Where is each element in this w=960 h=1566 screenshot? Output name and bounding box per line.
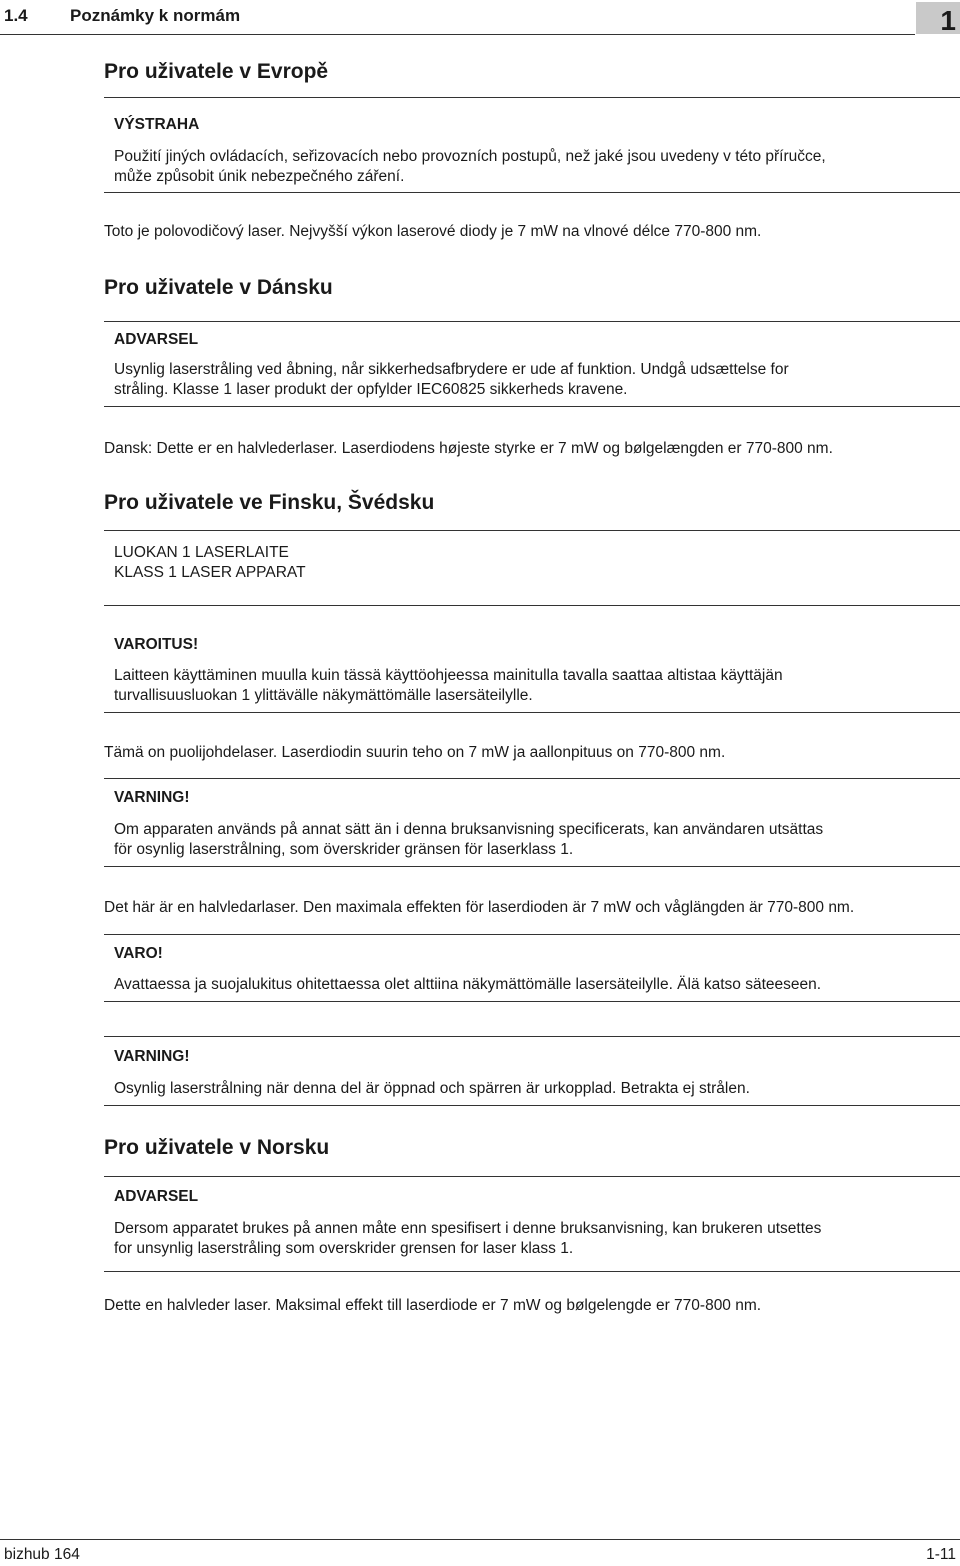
heading-norway: Pro uživatele v Norsku xyxy=(104,1136,330,1159)
caution-text: Avattaessa ja suojalukitus ohitettaessa olet alttiina näkymättömälle lasersäteilylle. Älä katso säteeseen. xyxy=(114,976,822,993)
warning-line: Usynlig laserstråling ved åbning, når sikkerhedsafbrydere er ude af funktion. Undgå udsættelse for xyxy=(114,361,789,378)
heading-denmark: Pro uživatele v Dánsku xyxy=(104,276,333,299)
note-finnish: Tämä on puolijohdelaser. Laserdiodin suurin teho on 7 mW ja aallonpituus on 770-800 nm. xyxy=(104,744,726,761)
heading-europe: Pro uživatele v Evropě xyxy=(104,60,329,83)
note-norway: Dette en halvleder laser. Maksimal effekt till laserdiode er 7 mW og bølgelengde er 770-800 nm. xyxy=(104,1297,762,1314)
warning-title: ADVARSEL xyxy=(114,1188,199,1205)
class-line: LUOKAN 1 LASERLAITE xyxy=(114,544,289,561)
warning-line: for unsynlig laserstråling som overskrider grensen for laser klass 1. xyxy=(114,1240,574,1257)
warning-line: Dersom apparatet brukes på annen måte enn spesifisert i denne bruksanvisning, kan brukeren utsettes xyxy=(114,1220,822,1237)
note-europe: Toto je polovodičový laser. Nejvyšší výkon laserové diody je 7 mW na vlnové délce 770-800 nm. xyxy=(104,223,762,240)
warning-title: VARNING! xyxy=(114,789,190,806)
warning-line: Laitteen käyttäminen muulla kuin tässä käyttöohjeessa mainitulla tavalla saattaa altistaa käyttäjän xyxy=(114,667,783,684)
warning-line: för osynlig laserstrålning, som överskrider gränsen för laserklass 1. xyxy=(114,841,574,858)
caution-title: VARNING! xyxy=(114,1048,190,1065)
section-title: Poznámky k normám xyxy=(70,6,241,25)
page-header xyxy=(0,0,960,40)
warning-line: může způsobit únik nebezpečného záření. xyxy=(114,168,405,185)
note-denmark: Dansk: Dette er en halvlederlaser. Laserdiodens højeste styrke er 7 mW og bølgelængden er 770-800 nm. xyxy=(104,440,833,457)
warning-line: stråling. Klasse 1 laser produkt der opfylder IEC60825 sikkerheds kravene. xyxy=(114,381,628,398)
section-number: 1.4 xyxy=(4,6,28,25)
page-number: 1-11 xyxy=(926,1546,956,1563)
class-label-box xyxy=(104,530,960,605)
caution-box-finnish xyxy=(104,934,960,1002)
footer-rule xyxy=(0,1539,960,1540)
caution-text: Osynlig laserstrålning när denna del är öppnad och spärren är urkopplad. Betrakta ej strålen. xyxy=(114,1080,750,1097)
warning-box-norway xyxy=(104,1176,960,1272)
caution-title: VARO! xyxy=(114,945,163,962)
heading-finland-sweden: Pro uživatele ve Finsku, Švédsku xyxy=(104,491,435,514)
warning-box-finnish xyxy=(104,605,960,713)
warning-title: VAROITUS! xyxy=(114,636,199,653)
caution-box-swedish xyxy=(104,1036,960,1106)
class-line: KLASS 1 LASER APPARAT xyxy=(114,564,306,581)
warning-box-denmark xyxy=(104,321,960,407)
warning-title: VÝSTRAHA xyxy=(114,116,200,133)
product-name: bizhub 164 xyxy=(4,1546,80,1563)
chapter-tab: 1 xyxy=(916,2,960,34)
header-rule xyxy=(0,34,915,35)
note-swedish: Det här är en halvledarlaser. Den maximala effekten för laserdioden är 7 mW och våglängden är 770-800 nm. xyxy=(104,899,855,916)
warning-title: ADVARSEL xyxy=(114,331,199,348)
warning-line: Om apparaten används på annat sätt än i denna bruksanvisning specificerats, kan användaren utsättas xyxy=(114,821,824,838)
warning-box-europe xyxy=(104,97,960,193)
warning-line: Použití jiných ovládacích, seřizovacích nebo provozních postupů, než jaké jsou uvedeny v této příručce, xyxy=(114,148,826,165)
warning-box-swedish xyxy=(104,778,960,867)
warning-line: turvallisuusluokan 1 ylittävälle näkymättömälle lasersäteilylle. xyxy=(114,687,533,704)
